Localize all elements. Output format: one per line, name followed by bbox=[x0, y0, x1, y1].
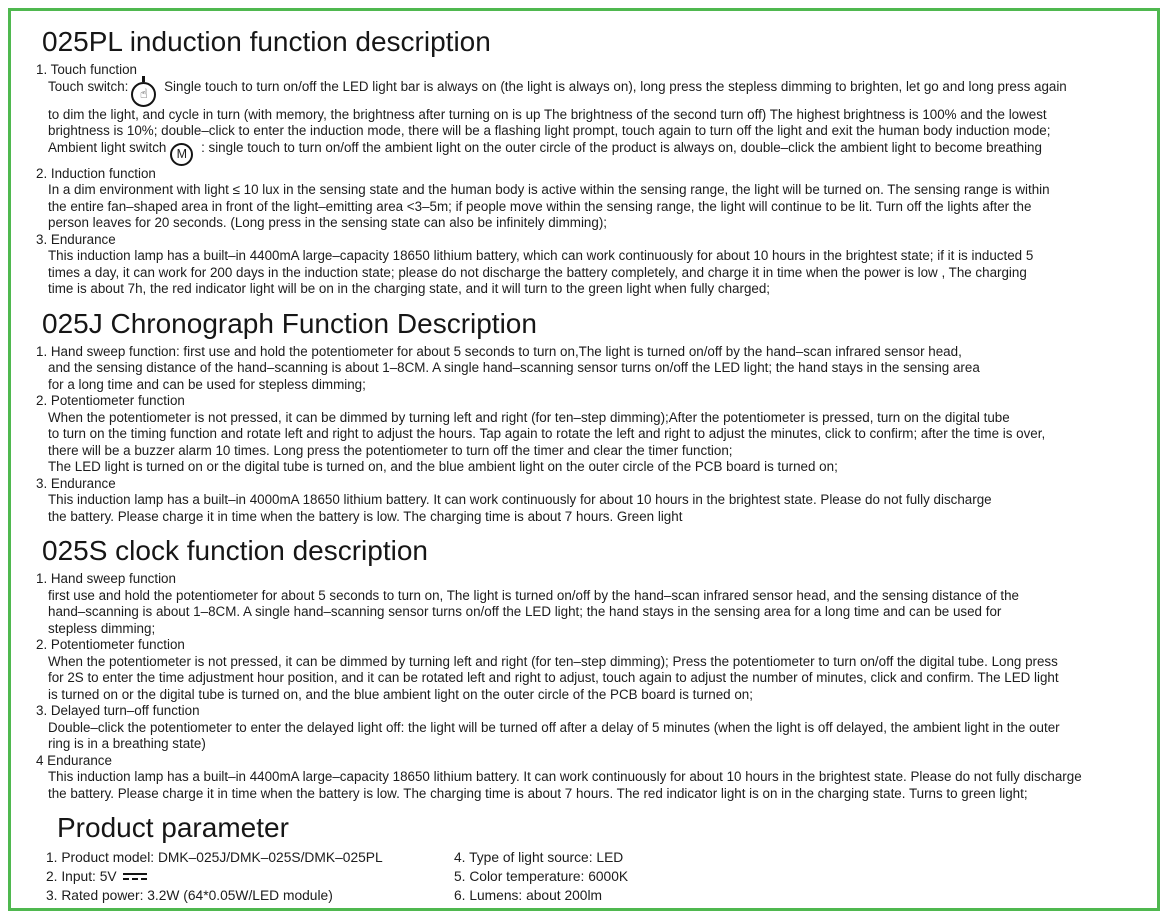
line-text: 2. Input: 5V bbox=[46, 869, 117, 884]
list-item-body bbox=[48, 360, 1145, 393]
paragraph-line: the battery. Please charge it in time when the battery is low. The charging time is about 7 hours. Green light bbox=[48, 508, 683, 524]
paragraph-line: When the potentiometer is not pressed, it can be dimmed by turning left and right (for ten–step dimming); Press the potentiometer to turn on/off the digital tube. Long press bbox=[48, 653, 1058, 669]
paragraph-line: Double–click the potentiometer to enter the delayed light off: the light will be turned off after a delay of 5 minutes (when the light is off delayed, the ambient light in the outer bbox=[48, 719, 1060, 735]
line-text: Single touch to turn on/off the LED light bar is always on (the light is always on), long press the stepless dimming to brighten, let go and long press again bbox=[160, 78, 1067, 94]
list-item bbox=[36, 166, 1145, 232]
paragraph-line: ring is in a breathing state) bbox=[48, 736, 206, 751]
paragraph-line: and the sensing distance of the hand–scanning is about 1–8CM. A single hand–scanning sensor turns on/off the LED light; the hand stays in the sensing area bbox=[48, 360, 980, 375]
list-item-body bbox=[48, 248, 1145, 298]
list-item-body bbox=[48, 79, 1145, 166]
paragraph-line: times a day, it can work for 200 days in the induction state; please do not discharge the battery completely, and charge it in time when the power is low , The charging bbox=[48, 264, 1027, 280]
list-item bbox=[36, 571, 1145, 637]
section-title-025j: 025J Chronograph Function Description bbox=[42, 307, 537, 339]
list-item-body bbox=[48, 182, 1145, 232]
section-product-parameter bbox=[36, 812, 1145, 905]
paragraph-line: to dim the light, and cycle in turn (with memory, the brightness after turning on is up The brightness of the second turn off) The highest brightness is 100% and the lowest bbox=[48, 106, 1047, 122]
list-item-body bbox=[48, 769, 1145, 802]
paragraph-line: hand–scanning is about 1–8CM. A single hand–scanning sensor turns on/off the LED light; the hand stays in the sensing area for a long time and can be used for bbox=[48, 604, 1002, 619]
list-item bbox=[36, 703, 1145, 753]
list-item-label: 1. Hand sweep function: first use and hold the potentiometer for about 5 seconds to turn on,The light is turned on/off by the hand–scan infrared sensor head, bbox=[36, 343, 962, 359]
paragraph-line: is turned on or the digital tube is turned on, and the blue ambient light on the outer circle of the PCB board is turned on; bbox=[48, 686, 753, 702]
section-title-025s: 025S clock function description bbox=[42, 535, 428, 566]
paragraph-line bbox=[48, 140, 1145, 166]
page-border bbox=[8, 8, 1160, 911]
list-item bbox=[36, 637, 1145, 703]
paragraph-line: first use and hold the potentiometer for about 5 seconds to turn on, The light is turned on/off by the hand–scan infrared sensor head, and the sensing distance of the bbox=[48, 587, 1019, 603]
line-text: Ambient light switch bbox=[48, 139, 167, 155]
paragraph-line: the battery. Please charge it in time when the battery is low. The charging time is about 7 hours. The red indicator light is on in the charging state. Turns to green light; bbox=[48, 785, 1028, 801]
list-item-label: 2. Potentiometer function bbox=[36, 637, 185, 652]
list-item-label: 1. Touch function bbox=[36, 62, 137, 77]
list-item bbox=[36, 232, 1145, 298]
paragraph-line: When the potentiometer is not pressed, it can be dimmed by turning left and right (for ten–step dimming);After the potentiometer is pressed, turn on the digital tube bbox=[48, 409, 1010, 425]
paragraph-line: This induction lamp has a built–in 4000mA 18650 lithium battery. It can work continuously for about 10 hours in the brightest state. Please do not fully discharge bbox=[48, 492, 992, 507]
list-item bbox=[36, 753, 1145, 803]
product-parameter-line: 3. Rated power: 3.2W (64*0.05W/LED module) bbox=[46, 888, 333, 903]
list-item bbox=[36, 62, 1145, 166]
product-parameter-columns bbox=[46, 848, 1145, 905]
list-item-body bbox=[48, 720, 1145, 753]
line-text: : single touch to turn on/off the ambient light on the outer circle of the product is always on, double–click the ambient light to become breathing bbox=[197, 139, 1042, 155]
paragraph-line: The LED light is turned on or the digital tube is turned on, and the blue ambient light on the outer circle of the PCB board is turned on; bbox=[48, 459, 838, 474]
touch-switch-icon bbox=[131, 82, 156, 107]
product-parameter-line: 4. Type of light source: LED bbox=[454, 850, 624, 865]
document-content bbox=[11, 11, 1157, 905]
paragraph-line: This induction lamp has a built–in 4400mA large–capacity 18650 lithium battery, which can work continuously for about 10 hours in the brightest state; if it is inducted 5 bbox=[48, 248, 1034, 263]
list-item-label: 3. Delayed turn–off function bbox=[36, 703, 200, 718]
touch-hand-glyph: ☝ bbox=[139, 85, 148, 101]
product-parameter-line: 6. Lumens: about 200lm bbox=[454, 888, 603, 903]
line-text: Touch switch: bbox=[48, 78, 129, 94]
list-item bbox=[36, 344, 1145, 394]
section-025j bbox=[36, 308, 1145, 526]
section-025s bbox=[36, 535, 1145, 802]
product-parameter-line: 1. Product model: DMK–025J/DMK–025S/DMK–025PL bbox=[46, 850, 383, 865]
paragraph-line: stepless dimming; bbox=[48, 620, 156, 636]
list-item-label: 3. Endurance bbox=[36, 475, 116, 491]
paragraph-line: In a dim environment with light ≤ 10 lux in the sensing state and the human body is active within the sensing range, the light will be turned on. The sensing range is within bbox=[48, 182, 1050, 197]
paragraph-line: time is about 7h, the red indicator light will be on in the charging state, and it will turn to the green light when fully charged; bbox=[48, 281, 771, 296]
paragraph-line: brightness is 10%; double–click to enter the induction mode, there will be a flashing light prompt, touch again to turn off the light and exit the human body induction mode; bbox=[48, 123, 1051, 138]
list-item bbox=[36, 393, 1145, 476]
paragraph-line: there will be a buzzer alarm 10 times. Long press the potentiometer to turn off the timer and clear the timer function; bbox=[48, 442, 733, 458]
list-item-body bbox=[48, 588, 1145, 638]
paragraph-line: for 2S to enter the time adjustment hour position, and it can be rotated left and right to adjust, touch again to adjust the number of minutes, click and confirm. The LED light bbox=[48, 670, 1059, 685]
section-025pl bbox=[36, 26, 1145, 298]
section-title-025pl: 025PL induction function description bbox=[42, 26, 491, 57]
paragraph-line: This induction lamp has a built–in 4400mA large–capacity 18650 lithium battery. It can work continuously for about 10 hours in the brightest state. Please do not fully discharge bbox=[48, 769, 1082, 784]
dc-voltage-icon bbox=[123, 872, 147, 882]
list-item-label: 3. Endurance bbox=[36, 231, 116, 247]
paragraph-line: person leaves for 20 seconds. (Long press in the sensing state can also be infinitely dimming); bbox=[48, 215, 607, 230]
list-item-label: 4 Endurance bbox=[36, 752, 112, 768]
product-parameter-line bbox=[46, 867, 454, 886]
product-parameter-line: 5. Color temperature: 6000K bbox=[454, 869, 629, 884]
product-parameter-right-column bbox=[454, 848, 628, 905]
paragraph-line bbox=[48, 79, 1145, 107]
paragraph-line: the entire fan–shaped area in front of the light–emitting area <3–5m; if people move within the sensing range, the light will continue to be lit. Turn off the lights after the bbox=[48, 198, 1032, 214]
ambient-light-switch-icon: M bbox=[170, 143, 193, 166]
list-item bbox=[36, 476, 1145, 526]
product-parameter-left-column bbox=[46, 848, 454, 905]
paragraph-line: for a long time and can be used for stepless dimming; bbox=[48, 376, 366, 392]
section-title-product-parameter: Product parameter bbox=[57, 812, 289, 843]
list-item-label: 1. Hand sweep function bbox=[36, 571, 176, 586]
list-item-label: 2. Potentiometer function bbox=[36, 393, 185, 408]
paragraph-line: to turn on the timing function and rotate left and right to adjust the hours. Tap again to rotate the left and right to adjust the minutes, click to confirm; after the time is over, bbox=[48, 426, 1046, 441]
list-item-label: 2. Induction function bbox=[36, 165, 156, 181]
list-item-body bbox=[48, 410, 1145, 476]
list-item-body bbox=[48, 492, 1145, 525]
list-item-body bbox=[48, 654, 1145, 704]
